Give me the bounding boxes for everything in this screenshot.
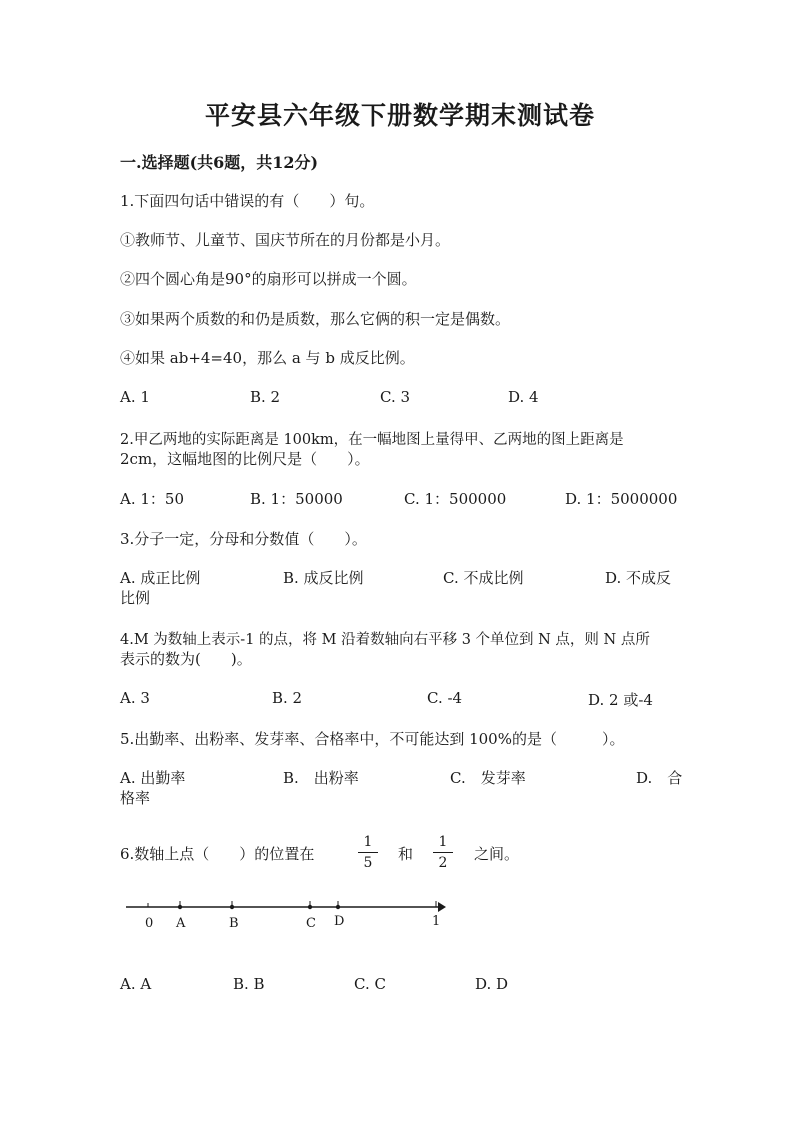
q1-statement-2: ②四个圆心角是90°的扇形可以拼成一个圆。 bbox=[120, 270, 417, 288]
q6-stem-part-1: 6.数轴上点（ ）的位置在 bbox=[120, 845, 315, 863]
q1-option-c[interactable]: C. 3 bbox=[380, 388, 411, 406]
fraction-denominator: 5 bbox=[363, 855, 373, 871]
q6-option-b[interactable]: B. B bbox=[233, 975, 265, 993]
q2-option-a[interactable]: A. 1：50 bbox=[120, 490, 184, 508]
q3-stem: 3.分子一定，分母和分数值（ ）。 bbox=[120, 530, 367, 548]
q6-fraction-one-fifth bbox=[358, 834, 378, 871]
section-heading: 一.选择题(共6题，共12分) bbox=[120, 153, 319, 172]
number-line-axis bbox=[120, 890, 450, 940]
q3-option-c[interactable]: C. 不成比例 bbox=[443, 569, 524, 587]
q6-option-c[interactable]: C. C bbox=[354, 975, 386, 993]
q4-stem-line-1: 4.M 为数轴上表示-1 的点，将 M 沿着数轴向右平移 3 个单位到 N 点，则 N 点所 bbox=[120, 632, 650, 648]
q5-option-a[interactable]: A. 出勤率 bbox=[120, 769, 186, 787]
q3-option-b[interactable]: B. 成反比例 bbox=[283, 569, 364, 587]
number-line-label-c: C bbox=[306, 916, 316, 931]
q1-option-a[interactable]: A. 1 bbox=[120, 388, 150, 406]
q2-option-b[interactable]: B. 1：50000 bbox=[250, 490, 343, 508]
q6-stem-part-2: 之间。 bbox=[474, 845, 520, 863]
q3-option-d[interactable]: D. 不成反 bbox=[605, 569, 672, 587]
number-line-label-b: B bbox=[229, 916, 239, 931]
q2-stem-line-2: 2cm，这幅地图的比例尺是（ ）。 bbox=[120, 450, 370, 468]
q5-stem: 5.出勤率、出粉率、发芽率、合格率中，不可能达到 100%的是（ ）。 bbox=[120, 730, 625, 748]
q1-option-b[interactable]: B. 2 bbox=[250, 388, 281, 406]
q1-statement-3: ③如果两个质数的和仍是质数，那么它俩的积一定是偶数。 bbox=[120, 310, 511, 328]
q1-statement-1: ①教师节、儿童节、国庆节所在的月份都是小月。 bbox=[120, 231, 451, 249]
q5-option-d[interactable]: D. 合 bbox=[636, 769, 683, 787]
q4-stem-line-2: 表示的数为( )。 bbox=[120, 650, 252, 668]
fraction-numerator: 1 bbox=[438, 834, 448, 850]
fraction-bar bbox=[433, 852, 453, 853]
number-line-label-0: 0 bbox=[145, 916, 154, 931]
q4-option-d[interactable]: D. 2 或-4 bbox=[588, 691, 653, 709]
q1-option-d[interactable]: D. 4 bbox=[508, 388, 539, 406]
number-line-label-a: A bbox=[176, 916, 186, 931]
q6-and: 和 bbox=[398, 845, 414, 863]
q2-stem-line-1: 2.甲乙两地的实际距离是 100km，在一幅地图上量得甲、乙两地的图上距离是 bbox=[120, 432, 624, 448]
number-line-label-1: 1 bbox=[432, 914, 441, 929]
q2-option-d[interactable]: D. 1：5000000 bbox=[565, 490, 678, 508]
fraction-denominator: 2 bbox=[438, 855, 448, 871]
q5-option-b[interactable]: B. 出粉率 bbox=[283, 769, 359, 787]
q2-option-c[interactable]: C. 1：500000 bbox=[404, 490, 507, 508]
fraction-bar bbox=[358, 852, 378, 853]
q3-option-d-wrap: 比例 bbox=[120, 589, 151, 607]
q6-option-d[interactable]: D. D bbox=[475, 975, 509, 993]
q4-option-a[interactable]: A. 3 bbox=[120, 689, 150, 707]
q3-option-a[interactable]: A. 成正比例 bbox=[120, 569, 201, 587]
page-title: 平安县六年级下册数学期末测试卷 bbox=[204, 101, 595, 130]
q4-option-b[interactable]: B. 2 bbox=[272, 689, 303, 707]
q4-option-c[interactable]: C. -4 bbox=[427, 689, 463, 707]
q5-option-d-wrap: 格率 bbox=[120, 789, 151, 807]
q6-fraction-one-half bbox=[433, 834, 453, 871]
number-line-label-d: D bbox=[334, 914, 345, 929]
number-line bbox=[120, 890, 450, 940]
q5-option-c[interactable]: C. 发芽率 bbox=[450, 769, 526, 787]
q1-stem: 1.下面四句话中错误的有（ ）句。 bbox=[120, 192, 375, 210]
q1-statement-4: ④如果 ab+4=40，那么 a 与 b 成反比例。 bbox=[120, 349, 415, 367]
fraction-numerator: 1 bbox=[363, 834, 373, 850]
q6-option-a[interactable]: A. A bbox=[120, 975, 152, 993]
